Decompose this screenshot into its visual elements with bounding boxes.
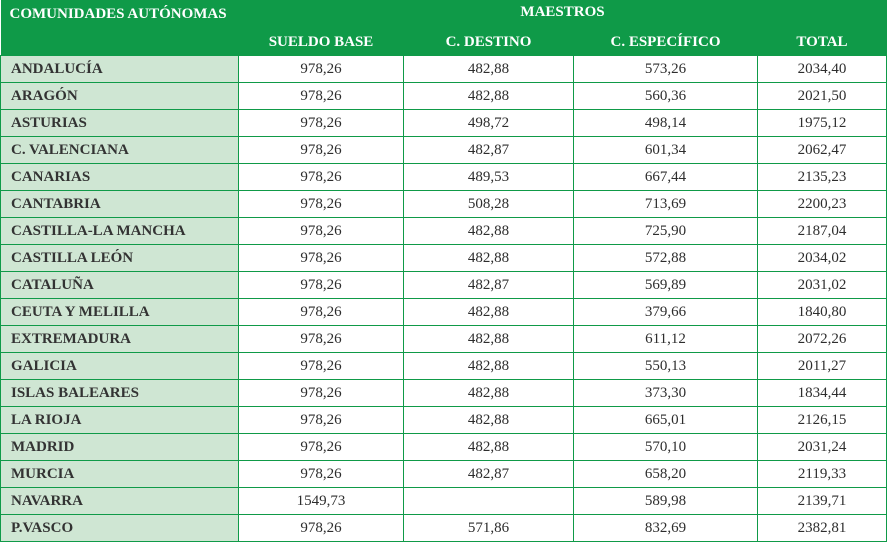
region-cell: NAVARRA xyxy=(1,488,239,515)
c-destino-cell: 489,53 xyxy=(404,164,574,191)
table-row xyxy=(1,83,887,110)
region-cell: CASTILLA-LA MANCHA xyxy=(1,218,239,245)
c-especifico-cell: 373,30 xyxy=(574,380,758,407)
table-body xyxy=(1,56,887,542)
total-cell: 2119,33 xyxy=(758,461,887,488)
total-cell: 2034,02 xyxy=(758,245,887,272)
c-especifico-cell: 569,89 xyxy=(574,272,758,299)
c-destino-cell: 482,88 xyxy=(404,83,574,110)
total-cell: 2062,47 xyxy=(758,137,887,164)
table-row xyxy=(1,137,887,164)
c-especifico-cell: 550,13 xyxy=(574,353,758,380)
sueldo-base-cell: 978,26 xyxy=(239,326,404,353)
sueldo-base-cell: 978,26 xyxy=(239,218,404,245)
region-cell: MURCIA xyxy=(1,461,239,488)
header-group-maestros: MAESTROS xyxy=(239,0,887,25)
c-destino-cell: 571,86 xyxy=(404,515,574,542)
sueldo-base-cell: 978,26 xyxy=(239,191,404,218)
table-row xyxy=(1,191,887,218)
sueldo-base-cell: 978,26 xyxy=(239,164,404,191)
sueldo-base-cell: 978,26 xyxy=(239,434,404,461)
total-cell: 2135,23 xyxy=(758,164,887,191)
total-cell: 2031,02 xyxy=(758,272,887,299)
c-destino-cell: 482,88 xyxy=(404,434,574,461)
region-cell: P.VASCO xyxy=(1,515,239,542)
sueldo-base-cell: 978,26 xyxy=(239,56,404,83)
table-row xyxy=(1,407,887,434)
region-cell: ISLAS BALEARES xyxy=(1,380,239,407)
c-especifico-cell: 611,12 xyxy=(574,326,758,353)
header-total: TOTAL xyxy=(758,25,887,56)
c-destino-cell: 482,88 xyxy=(404,353,574,380)
table-row xyxy=(1,353,887,380)
table-row xyxy=(1,110,887,137)
total-cell: 2382,81 xyxy=(758,515,887,542)
c-destino-cell: 482,88 xyxy=(404,218,574,245)
sueldo-base-cell: 978,26 xyxy=(239,515,404,542)
sueldo-base-cell: 978,26 xyxy=(239,299,404,326)
c-destino-cell: 482,88 xyxy=(404,299,574,326)
c-destino-cell: 508,28 xyxy=(404,191,574,218)
table-header xyxy=(1,0,887,56)
region-cell: EXTREMADURA xyxy=(1,326,239,353)
c-especifico-cell: 832,69 xyxy=(574,515,758,542)
total-cell: 2034,40 xyxy=(758,56,887,83)
total-cell: 1840,80 xyxy=(758,299,887,326)
c-especifico-cell: 667,44 xyxy=(574,164,758,191)
sueldo-base-cell: 978,26 xyxy=(239,380,404,407)
c-destino-cell: 482,88 xyxy=(404,407,574,434)
region-cell: ARAGÓN xyxy=(1,83,239,110)
c-especifico-cell: 573,26 xyxy=(574,56,758,83)
table-row xyxy=(1,56,887,83)
c-especifico-cell: 713,69 xyxy=(574,191,758,218)
sueldo-base-cell: 1549,73 xyxy=(239,488,404,515)
c-especifico-cell: 570,10 xyxy=(574,434,758,461)
header-sueldo-base: SUELDO BASE xyxy=(239,25,404,56)
table-row xyxy=(1,488,887,515)
c-especifico-cell: 589,98 xyxy=(574,488,758,515)
sueldo-base-cell: 978,26 xyxy=(239,407,404,434)
table-row xyxy=(1,164,887,191)
sueldo-base-cell: 978,26 xyxy=(239,137,404,164)
c-destino-cell: 482,88 xyxy=(404,326,574,353)
c-destino-cell: 482,87 xyxy=(404,137,574,164)
region-cell: C. VALENCIANA xyxy=(1,137,239,164)
c-destino-cell: 482,87 xyxy=(404,461,574,488)
sueldo-base-cell: 978,26 xyxy=(239,353,404,380)
sueldo-base-cell: 978,26 xyxy=(239,272,404,299)
region-cell: GALICIA xyxy=(1,353,239,380)
region-cell: CATALUÑA xyxy=(1,272,239,299)
total-cell: 2187,04 xyxy=(758,218,887,245)
total-cell: 2031,24 xyxy=(758,434,887,461)
total-cell: 1975,12 xyxy=(758,110,887,137)
c-destino-cell: 482,87 xyxy=(404,272,574,299)
region-cell: CEUTA Y MELILLA xyxy=(1,299,239,326)
c-especifico-cell: 725,90 xyxy=(574,218,758,245)
region-cell: ANDALUCÍA xyxy=(1,56,239,83)
table-row xyxy=(1,245,887,272)
c-especifico-cell: 572,88 xyxy=(574,245,758,272)
c-destino-cell: 482,88 xyxy=(404,245,574,272)
region-cell: ASTURIAS xyxy=(1,110,239,137)
region-cell: LA RIOJA xyxy=(1,407,239,434)
table-row xyxy=(1,461,887,488)
total-cell: 2072,26 xyxy=(758,326,887,353)
c-destino-cell xyxy=(404,488,574,515)
header-c-destino: C. DESTINO xyxy=(404,25,574,56)
table-row xyxy=(1,299,887,326)
c-destino-cell: 498,72 xyxy=(404,110,574,137)
c-especifico-cell: 601,34 xyxy=(574,137,758,164)
total-cell: 2139,71 xyxy=(758,488,887,515)
total-cell: 2011,27 xyxy=(758,353,887,380)
region-cell: CANARIAS xyxy=(1,164,239,191)
table-row xyxy=(1,515,887,542)
sueldo-base-cell: 978,26 xyxy=(239,245,404,272)
region-cell: CANTABRIA xyxy=(1,191,239,218)
c-especifico-cell: 379,66 xyxy=(574,299,758,326)
sueldo-base-cell: 978,26 xyxy=(239,110,404,137)
header-communities: COMUNIDADES AUTÓNOMAS xyxy=(1,0,239,56)
total-cell: 2200,23 xyxy=(758,191,887,218)
table-row xyxy=(1,380,887,407)
table-row xyxy=(1,434,887,461)
table-row xyxy=(1,218,887,245)
region-cell: MADRID xyxy=(1,434,239,461)
sueldo-base-cell: 978,26 xyxy=(239,461,404,488)
sueldo-base-cell: 978,26 xyxy=(239,83,404,110)
region-cell: CASTILLA LEÓN xyxy=(1,245,239,272)
table-row xyxy=(1,326,887,353)
c-especifico-cell: 658,20 xyxy=(574,461,758,488)
c-especifico-cell: 665,01 xyxy=(574,407,758,434)
total-cell: 2126,15 xyxy=(758,407,887,434)
total-cell: 1834,44 xyxy=(758,380,887,407)
table-row xyxy=(1,272,887,299)
total-cell: 2021,50 xyxy=(758,83,887,110)
c-especifico-cell: 560,36 xyxy=(574,83,758,110)
c-especifico-cell: 498,14 xyxy=(574,110,758,137)
c-destino-cell: 482,88 xyxy=(404,380,574,407)
c-destino-cell: 482,88 xyxy=(404,56,574,83)
header-c-especifico: C. ESPECÍFICO xyxy=(574,25,758,56)
